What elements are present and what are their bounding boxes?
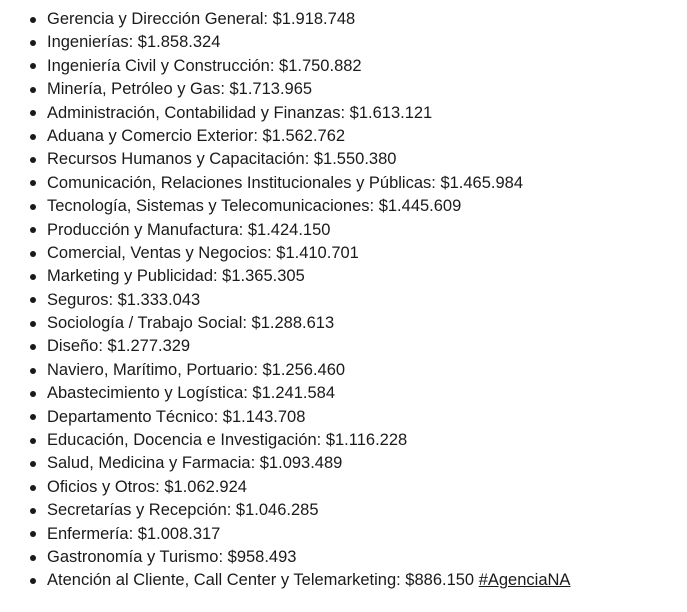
list-item-text: Seguros: $1.333.043 (47, 290, 201, 309)
list-item (0, 8, 687, 31)
list-item-text: Salud, Medicina y Farmacia: $1.093.489 (47, 454, 343, 473)
list-item (0, 499, 687, 522)
list-item-text: Ingeniería Civil y Construcción: $1.750.882 (47, 56, 362, 75)
list-item-text: Educación, Docencia e Investigación: $1.116.228 (47, 431, 408, 450)
list-item (0, 148, 687, 171)
bullet-icon (30, 414, 36, 420)
bullet-icon (30, 578, 36, 584)
list-item (0, 546, 687, 569)
list-item-text: Marketing y Publicidad: $1.365.305 (47, 267, 305, 286)
list-item (0, 31, 687, 54)
list-item (0, 219, 687, 242)
list-item-text: Oficios y Otros: $1.062.924 (47, 477, 247, 496)
list-item-text: Producción y Manufactura: $1.424.150 (47, 220, 331, 239)
bullet-icon (30, 180, 36, 186)
bullet-icon (30, 297, 36, 303)
bullet-icon (30, 251, 36, 257)
list-item (0, 102, 687, 125)
bullet-icon (30, 134, 36, 140)
list-item-text: Administración, Contabilidad y Finanzas: $1.613.121 (47, 103, 433, 122)
bullet-icon (30, 40, 36, 46)
list-item (0, 452, 687, 475)
list-item-text: Secretarías y Recepción: $1.046.285 (47, 501, 319, 520)
bullet-icon (30, 63, 36, 69)
list-item (0, 523, 687, 546)
bullet-icon (30, 485, 36, 491)
list-item (0, 382, 687, 405)
list-item (0, 406, 687, 429)
list-item (0, 265, 687, 288)
list-item (0, 195, 687, 218)
bullet-icon (30, 344, 36, 350)
list-item (0, 172, 687, 195)
list-item (0, 55, 687, 78)
list-item-text: Atención al Cliente, Call Center y Telemarketing: $886.150 (47, 571, 475, 590)
bullet-icon (30, 461, 36, 467)
bullet-icon (30, 110, 36, 116)
list-item-text: Comercial, Ventas y Negocios: $1.410.701 (47, 243, 359, 262)
list-item-text: Enfermería: $1.008.317 (47, 524, 221, 543)
list-item-text: Gastronomía y Turismo: $958.493 (47, 547, 297, 566)
bullet-icon (30, 87, 36, 93)
list-item (0, 569, 687, 592)
list-item (0, 335, 687, 358)
bullet-icon (30, 531, 36, 537)
list-item-text: Diseño: $1.277.329 (47, 337, 191, 356)
bullet-icon (30, 508, 36, 514)
bullet-icon (30, 17, 36, 23)
list-item-text: Ingenierías: $1.858.324 (47, 33, 221, 52)
list-item-text: Departamento Técnico: $1.143.708 (47, 407, 306, 426)
bullet-icon (30, 391, 36, 397)
list-item-text: Recursos Humanos y Capacitación: $1.550.380 (47, 150, 397, 169)
bullet-icon (30, 438, 36, 444)
list-item (0, 312, 687, 335)
list-item-text: Aduana y Comercio Exterior: $1.562.762 (47, 126, 346, 145)
list-item-text: Minería, Petróleo y Gas: $1.713.965 (47, 80, 313, 99)
list-item-text: Naviero, Marítimo, Portuario: $1.256.460 (47, 360, 346, 379)
bullet-icon (30, 555, 36, 561)
list-item (0, 429, 687, 452)
list-item-text: Abastecimiento y Logística: $1.241.584 (47, 384, 336, 403)
bullet-icon (30, 157, 36, 163)
list-item (0, 289, 687, 312)
list-item-text: Gerencia y Dirección General: $1.918.748 (47, 10, 356, 28)
bullet-icon (30, 204, 36, 210)
list-item-text: Sociología / Trabajo Social: $1.288.613 (47, 314, 335, 333)
list-item (0, 359, 687, 382)
list-item-text: Comunicación, Relaciones Institucionales y Públicas: $1.465.984 (47, 173, 524, 192)
hashtag-link[interactable]: #AgenciaNA (478, 571, 571, 590)
bullet-icon (30, 227, 36, 233)
list-item (0, 125, 687, 148)
bullet-icon (30, 368, 36, 374)
list-item-text: Tecnología, Sistemas y Telecomunicaciones: $1.445.609 (47, 197, 462, 216)
list-item (0, 78, 687, 101)
bullet-icon (30, 321, 36, 327)
list-item (0, 476, 687, 499)
list-item (0, 242, 687, 265)
bullet-icon (30, 274, 36, 280)
